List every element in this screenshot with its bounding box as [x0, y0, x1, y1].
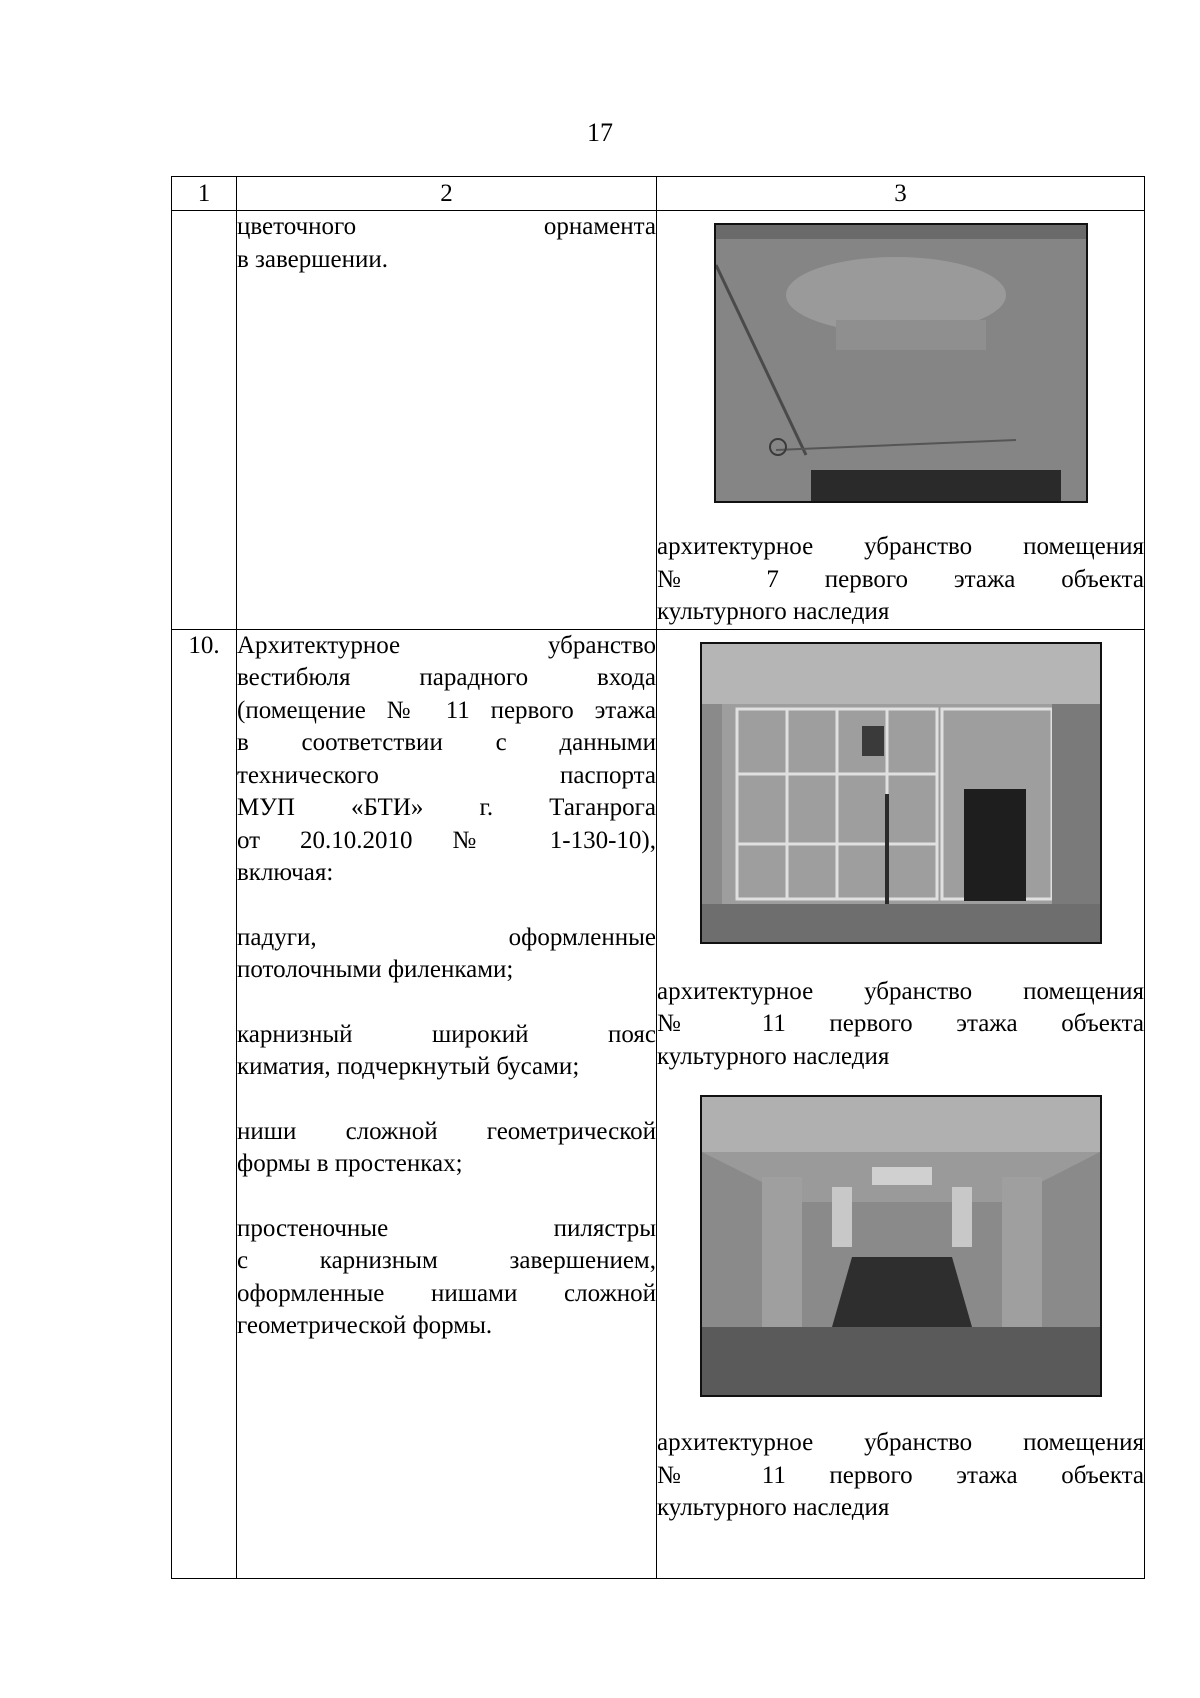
text-line: с карнизным завершением, [237, 1247, 656, 1274]
text-line: технического паспорта [237, 761, 656, 789]
table-row-10 [172, 629, 1145, 1578]
text-line: вестибюля парадного входа [237, 664, 656, 691]
photo-caption: архитектурное убранство помещения № 11 первого этажа объекта культурного наследия [657, 977, 1144, 1070]
column-header: 2 [237, 177, 657, 211]
photo-ceiling-room-7 [714, 223, 1088, 503]
photo-caption: архитектурное убранство помещения № 7 первого этажа объекта культурного наследия [657, 533, 1144, 625]
text-line: простеночные пилястры [237, 1214, 656, 1242]
text-line: оформленные нишами сложной [237, 1279, 656, 1307]
text-line: формы в простенках; [237, 1150, 463, 1177]
column-header: 3 [657, 177, 1145, 211]
text-line: геометрической формы. [237, 1312, 493, 1339]
illustration-cell [657, 629, 1145, 1578]
text-line: МУП «БТИ» г. Таганрога [237, 794, 656, 821]
column-header: 1 [172, 177, 237, 211]
page-number: 17 [587, 118, 613, 147]
text-line: от 20.10.2010 № 1-130-10), [237, 826, 656, 854]
photo-caption: архитектурное убранство помещения № 11 первого этажа объекта культурного наследия [657, 1429, 1144, 1521]
text-line: включая: [237, 859, 334, 886]
text-line: потолочными филенками; [237, 956, 514, 983]
table-header-row [172, 177, 1145, 211]
description-cell [237, 629, 657, 1578]
text-line: в соответствии с данными [237, 729, 656, 756]
row-number-cell [172, 211, 237, 630]
text-line: киматия, подчеркнутый бусами; [237, 1053, 580, 1080]
table-row-continued [172, 211, 1145, 630]
description-cell [237, 211, 657, 630]
text-line: ниши сложной геометрической [237, 1117, 656, 1145]
text-line: карнизный широкий пояс [237, 1020, 656, 1048]
illustration-cell [657, 211, 1145, 630]
photo-vestibule-staircase [700, 1095, 1102, 1397]
row-number-cell: 10. [172, 629, 237, 1578]
text-line: Архитектурное убранство [237, 631, 656, 659]
text-line: падуги, оформленные [237, 923, 656, 951]
text-line: (помещение № 11 первого этажа [237, 696, 656, 724]
text-line: цветочного орнамента [237, 213, 656, 240]
photo-vestibule-entrance [700, 642, 1102, 944]
heritage-table [171, 176, 1145, 1579]
text-line: в завершении. [237, 245, 389, 273]
